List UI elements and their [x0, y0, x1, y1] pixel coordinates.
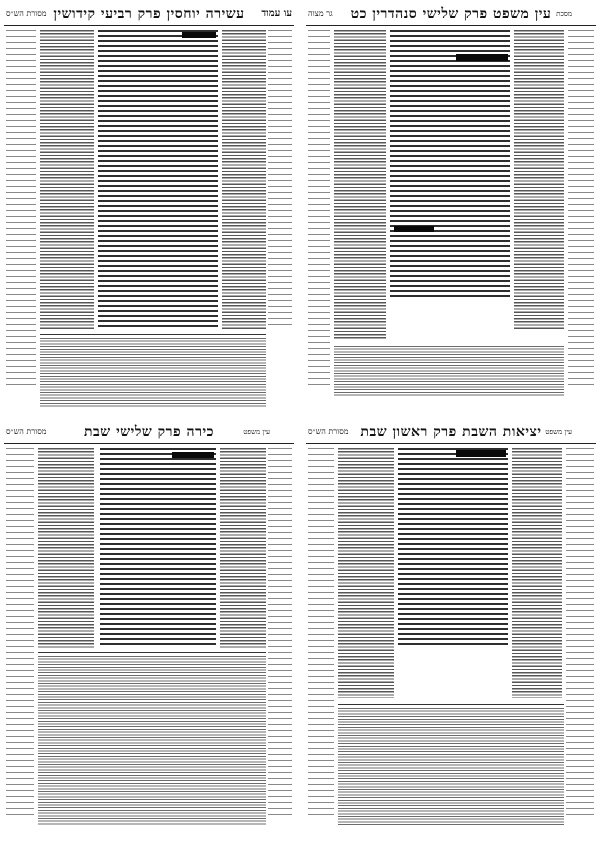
header-rule — [4, 25, 294, 26]
page-title: יציאות השבת פרק ראשון שבת — [360, 424, 542, 440]
talmud-page-top-right — [306, 6, 596, 416]
dibur-hamatchil — [172, 452, 214, 458]
rashi-column — [220, 448, 266, 648]
page-header — [4, 424, 294, 442]
commentary-footer-block — [334, 346, 564, 396]
section-divider — [338, 704, 564, 705]
header-note: גר מצוה — [308, 9, 333, 18]
gemara-column — [98, 30, 218, 330]
gemara-column — [100, 448, 216, 648]
margin-notes-left — [308, 448, 334, 818]
section-divider — [38, 652, 266, 653]
margin-notes-left — [6, 30, 36, 390]
commentary-footer-block — [40, 338, 266, 408]
page-title: עשירה יוחסין פרק רביעי קידושין — [53, 6, 245, 22]
margin-notes-right — [566, 448, 594, 818]
header-note: מסורת הש״ס — [6, 427, 47, 436]
gemara-column — [390, 30, 510, 300]
page-header — [4, 6, 294, 24]
folio-label: מסכת — [556, 10, 572, 18]
header-rule — [306, 443, 596, 444]
gemara-column — [398, 448, 508, 648]
page-header — [306, 6, 596, 24]
header-rule — [4, 443, 294, 444]
rashi-column — [514, 30, 564, 330]
folio-label: עין משפט — [243, 428, 270, 436]
header-note: מסורת הש״ס — [308, 427, 349, 436]
talmud-page-bottom-left — [4, 424, 294, 834]
folio-label: עו עמוד — [261, 8, 292, 19]
tosafot-column — [334, 30, 386, 340]
page-header — [306, 424, 596, 442]
header-note: מסורת הש״ס — [6, 9, 47, 18]
dibur-hamatchil — [182, 32, 216, 38]
section-divider — [40, 334, 266, 335]
header-rule — [306, 25, 596, 26]
rashi-column — [222, 30, 266, 330]
margin-notes-right — [268, 448, 292, 818]
tosafot-column — [38, 448, 94, 648]
margin-notes-left — [6, 448, 34, 818]
margin-notes-left — [308, 30, 330, 390]
dibur-hamatchil — [456, 54, 508, 61]
margin-notes-right — [568, 30, 594, 390]
page-title: כירה פרק שלישי שבת — [84, 424, 214, 440]
rashi-column — [512, 448, 562, 698]
folio-label: עין משפט — [545, 428, 572, 436]
dibur-hamatchil — [394, 226, 434, 232]
commentary-footer-block — [338, 708, 564, 826]
tosafot-column — [338, 448, 394, 698]
margin-notes-right — [268, 30, 292, 330]
talmud-page-top-left — [4, 6, 294, 416]
tosafot-column — [40, 30, 94, 330]
commentary-footer-block — [38, 656, 266, 826]
dibur-hamatchil — [456, 450, 506, 457]
talmud-page-bottom-right — [306, 424, 596, 834]
page-title: עין משפט פרק שלישי סנהדרין כט — [350, 6, 552, 22]
